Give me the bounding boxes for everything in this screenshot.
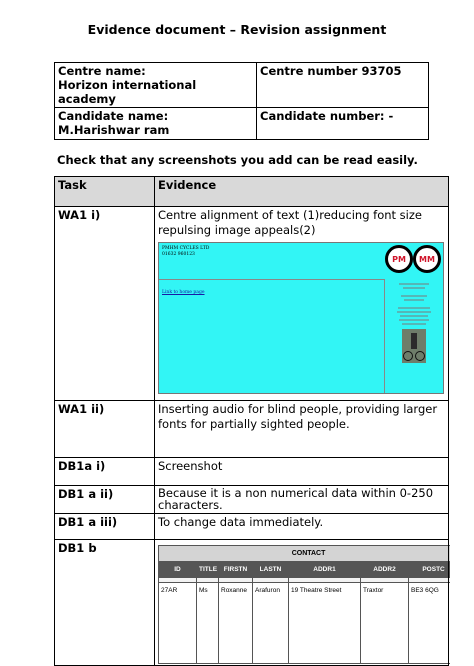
column-header: ADDR2 [361,562,409,578]
header-evidence: Evidence [155,177,449,207]
rider-shape [411,333,417,349]
task-label: DB1 a iii) [55,514,155,540]
sidebar-content [385,281,443,393]
contact-table-screenshot [158,545,450,664]
task-label: WA1 i) [55,207,155,401]
text-line [399,319,429,321]
centre-name-cell [55,63,257,108]
document-title: Evidence document – Revision assignment [87,22,387,37]
candidate-number: Candidate number: - [260,109,394,123]
contact-caption: CONTACT [159,546,451,562]
evidence-text: To change data immediately. [155,514,449,540]
evidence-text: Inserting audio for blind people, providing larger fonts for partially sighted people. [155,401,449,458]
text-line [403,287,425,289]
wheel-shape [403,351,413,361]
text-line [397,311,431,313]
table-cell: 27AR [159,583,197,664]
column-header: LASTN [253,562,289,578]
website-screenshot [158,242,444,394]
company-name: PMHM CYCLES LTD [162,246,210,251]
logo-mm: MM [413,245,441,273]
candidate-number-cell [257,108,429,140]
evidence-cell [155,207,449,401]
evidence-cell [155,540,449,666]
evidence-text: Centre alignment of text (1)reducing font size repulsing image appeals(2) [158,208,422,237]
company-phone: 01632 960123 [162,252,195,257]
text-line [402,323,426,325]
text-line [401,295,427,297]
task-label: DB1a i) [55,458,155,486]
task-label: DB1 b [55,540,155,666]
candidate-name: Candidate name: M.Harishwar ram [58,109,170,137]
column-header: FIRSTN [219,562,253,578]
home-page-link[interactable]: Link to home page [162,290,205,295]
candidate-name-cell [55,108,257,140]
text-line [400,315,428,317]
column-header: TITLE [197,562,219,578]
table-cell: Roxanne [219,583,253,664]
company-header [162,246,209,258]
text-line [404,299,424,301]
instruction-text: Check that any screenshots you add can be read easily. [57,153,418,167]
table-cell: BE3 6QG [409,583,451,664]
centre-info-table [54,62,429,140]
column-header: POSTC [409,562,451,578]
centre-number: Centre number 93705 [260,64,402,78]
text-line [398,307,430,309]
logo-pm: PM [385,245,413,273]
header-task: Task [55,177,155,207]
header-divider [159,279,384,280]
column-header: ADDR1 [289,562,361,578]
column-header: ID [159,562,197,578]
text-line [399,283,429,285]
logo-area [384,243,443,279]
table-cell: Traxtor [361,583,409,664]
task-label: DB1 a ii) [55,486,155,514]
contact-table [158,545,450,664]
wheel-shape [415,351,425,361]
cyclist-photo [402,329,426,363]
table-cell: Ms [197,583,219,664]
centre-number-cell [257,63,429,108]
evidence-text: Screenshot [155,458,449,486]
centre-name-value: Horizon international academy [58,78,197,106]
centre-name-label: Centre name: [58,64,146,78]
task-evidence-table [54,176,449,666]
table-cell: 19 Theatre Street [289,583,361,664]
evidence-text: Because it is a non numerical data within 0-250 characters. [155,486,449,514]
table-cell: Arafuron [253,583,289,664]
task-label: WA1 ii) [55,401,155,458]
